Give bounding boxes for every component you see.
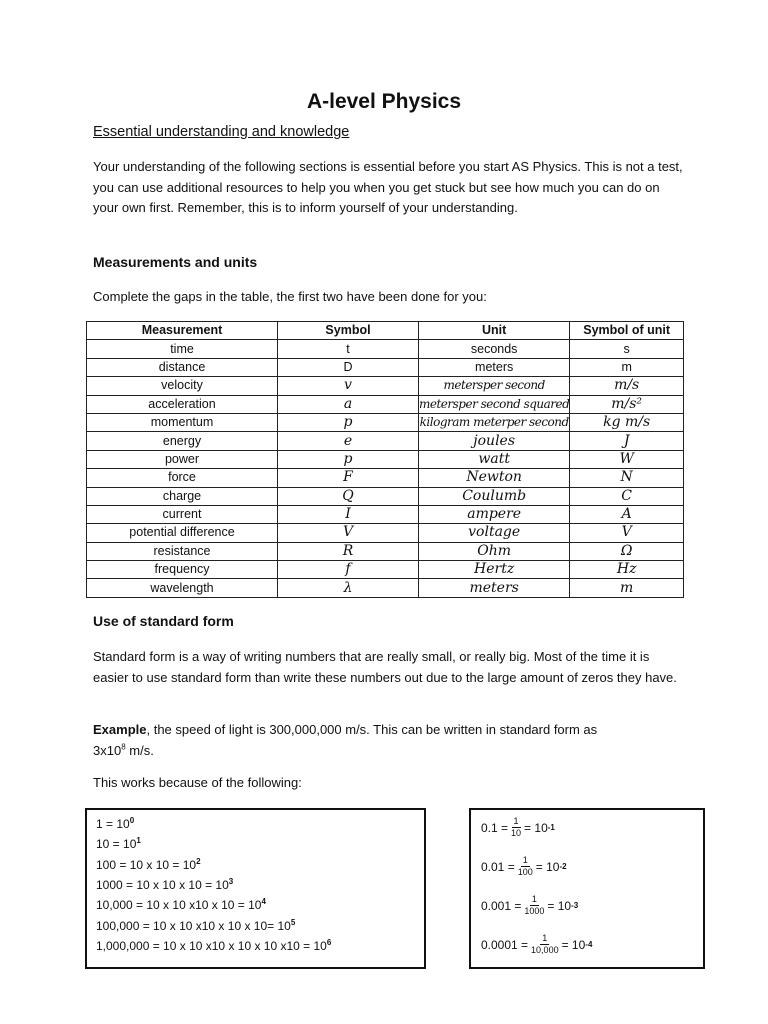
symbol-cell: F [278, 469, 419, 487]
measurement-cell: potential difference [87, 524, 278, 542]
power-exponent: 5 [290, 917, 296, 927]
measurement-cell: time [87, 340, 278, 358]
power-expression: 100 = 10 x 10 = 10 [96, 857, 197, 872]
measurement-cell: current [87, 505, 278, 523]
measurement-cell: wavelength [87, 579, 278, 597]
power-exponent: 4 [261, 897, 266, 907]
column-header: Symbol [278, 322, 419, 340]
fraction-denominator: 10 [511, 828, 522, 838]
unit-cell: Ohm [419, 542, 570, 560]
fraction-denominator: 100 [517, 867, 533, 877]
symbol-cell: λ [278, 579, 419, 597]
fraction-numerator: 1 [542, 933, 548, 943]
units-table [86, 321, 684, 598]
decimal-line: 0.01 = $\frac{1}{100}$ = 10 -2 [481, 855, 567, 877]
decimal-line: 0.001 = $\frac{1}{1000}$ = 10 -3 [481, 894, 579, 916]
fraction-numerator: 1 [522, 855, 528, 865]
power-exponent: 1 [136, 836, 141, 846]
unit-cell: meters [419, 358, 570, 376]
table-row [87, 377, 684, 395]
table-row [87, 505, 684, 523]
table-row [87, 413, 684, 431]
fraction-numerator: 1 [513, 816, 519, 826]
unit-symbol-cell: s [570, 340, 684, 358]
power-expression: 1000 = 10 x 10 x 10 = 10 [96, 877, 229, 892]
measurement-cell: energy [87, 432, 278, 450]
symbol-cell: p [278, 450, 419, 468]
power-expression: 10,000 = 10 x 10 x10 x 10 = 10 [96, 898, 262, 913]
page-subtitle: Essential understanding and knowledge [93, 124, 350, 140]
unit-symbol-cell: A [570, 505, 684, 523]
unit-symbol-cell: J [570, 432, 684, 450]
unit-cell: Newton [419, 469, 570, 487]
powers-box [85, 808, 426, 969]
page-title: A-level Physics [306, 90, 462, 113]
unit-cell: seconds [419, 340, 570, 358]
decimals-box [469, 808, 705, 969]
symbol-cell: Q [278, 487, 419, 505]
unit-cell: metersper second squared [419, 395, 570, 413]
table-row [87, 340, 684, 358]
measurement-cell: force [87, 469, 278, 487]
measurement-cell: momentum [87, 413, 278, 431]
power-exponent: 0 [129, 816, 135, 825]
power-base: = 10 [547, 898, 572, 913]
measurement-cell: distance [87, 358, 278, 376]
standard-form-heading: Use of standard form [93, 613, 234, 629]
measurements-instruction: Complete the gaps in the table, the first two have been done for you: [93, 289, 487, 304]
unit-symbol-cell: W [570, 450, 684, 468]
power-expression: 1,000,000 = 10 x 10 x10 x 10 x 10 x10 = 10 [96, 938, 327, 953]
table-row [87, 487, 684, 505]
unit-cell: ampere [419, 505, 570, 523]
unit-cell: Coulumb [419, 487, 570, 505]
measurement-cell: acceleration [87, 395, 278, 413]
fraction-denominator: 10,000 [531, 945, 559, 955]
units-table-header [87, 322, 684, 340]
unit-symbol-cell: Hz [570, 561, 684, 579]
table-row [87, 469, 684, 487]
power-line [96, 919, 295, 933]
fraction [531, 933, 559, 956]
unit-cell: Hertz [419, 561, 570, 579]
decimal-value: 0.001 = [481, 898, 522, 913]
power-base: = 10 [535, 859, 560, 874]
symbol-cell: D [278, 358, 419, 376]
unit-cell: meters [419, 579, 570, 597]
unit-symbol-cell: m/s² [570, 395, 684, 413]
symbol-cell: p [278, 413, 419, 431]
table-row [87, 561, 684, 579]
unit-symbol-cell: m [570, 358, 684, 376]
table-row [87, 542, 684, 560]
unit-symbol-cell: V [570, 524, 684, 542]
fraction-numerator: 1 [531, 894, 537, 904]
example-value: 3x10 [93, 742, 122, 758]
table-row [87, 524, 684, 542]
power-expression: 1 = 10 [96, 817, 130, 831]
symbol-cell: v [278, 377, 419, 395]
column-header: Symbol of unit [570, 322, 684, 340]
decimal-line: 0.0001 = $\frac{1}{10,000}$ = 10 -4 [481, 933, 593, 955]
unit-cell: kilogram meterper second [419, 413, 570, 431]
decimal-value: 0.0001 = [481, 937, 529, 952]
measurement-cell: charge [87, 487, 278, 505]
power-exponent: 3 [228, 876, 234, 886]
power-line [96, 939, 331, 953]
unit-symbol-cell: N [570, 469, 684, 487]
power-line [96, 858, 201, 872]
column-header: Unit [419, 322, 570, 340]
intro-paragraph: Your understanding of the following sections is essential before you start AS Physics. This is not a test, you can use additional resources to help you when you get stuck but see how much you can do on your own first. Remember, this is to inform yourself of your understanding. [93, 159, 683, 215]
column-header: Measurement [87, 322, 278, 340]
example-exponent: 8 [121, 742, 126, 752]
fraction [524, 894, 544, 917]
fraction [518, 855, 533, 878]
measurement-cell: velocity [87, 377, 278, 395]
measurement-cell: power [87, 450, 278, 468]
symbol-cell: I [278, 505, 419, 523]
unit-cell: metersper second [419, 377, 570, 395]
power-exponent: 6 [326, 937, 332, 947]
symbol-cell: a [278, 395, 419, 413]
table-row [87, 579, 684, 597]
unit-cell: watt [419, 450, 570, 468]
table-row [87, 432, 684, 450]
symbol-cell: R [278, 542, 419, 560]
decimal-value: 0.1 = [481, 820, 509, 835]
table-row [87, 395, 684, 413]
example-label: Example [93, 722, 147, 737]
unit-symbol-cell: Ω [570, 542, 684, 560]
example-text: , the speed of light is 300,000,000 m/s. This can be written in standard form as [146, 722, 598, 737]
example-unit: m/s. [125, 742, 154, 758]
unit-symbol-cell: kg m/s [570, 413, 684, 431]
works-text: This works because of the following: [93, 775, 302, 790]
measurement-cell: resistance [87, 542, 278, 560]
power-base: = 10 [561, 937, 586, 952]
symbol-cell: f [278, 561, 419, 579]
unit-cell: joules [419, 432, 570, 450]
standard-form-paragraph: Standard form is a way of writing numbers that are really small, or really big. Most of the time it is easier to use standard form than write these numbers out due to the large amount of zeros they have. [93, 649, 677, 685]
power-line [96, 837, 141, 851]
power-base: = 10 [524, 820, 548, 835]
fraction [511, 816, 521, 839]
unit-symbol-cell: m/s [570, 377, 684, 395]
measurement-cell: frequency [87, 561, 278, 579]
table-row [87, 450, 684, 468]
table-row [87, 358, 684, 376]
fraction-denominator: 1000 [524, 906, 545, 916]
power-expression: 100,000 = 10 x 10 x10 x 10 x 10= 10 [96, 918, 291, 933]
measurements-heading: Measurements and units [93, 254, 258, 270]
example-paragraph [93, 720, 683, 761]
symbol-cell: t [278, 340, 419, 358]
unit-cell: voltage [419, 524, 570, 542]
power-exponent: 2 [196, 856, 201, 866]
unit-symbol-cell: m [570, 579, 684, 597]
decimal-value: 0.01 = [481, 859, 515, 874]
power-line [96, 898, 266, 912]
symbol-cell: V [278, 524, 419, 542]
power-line [96, 817, 134, 831]
power-expression: 10 = 10 [96, 837, 137, 852]
unit-symbol-cell: C [570, 487, 684, 505]
symbol-cell: e [278, 432, 419, 450]
power-line [96, 878, 233, 892]
decimal-line: 0.1 = $\frac{1}{10}$ = 10 -1 [481, 816, 555, 838]
